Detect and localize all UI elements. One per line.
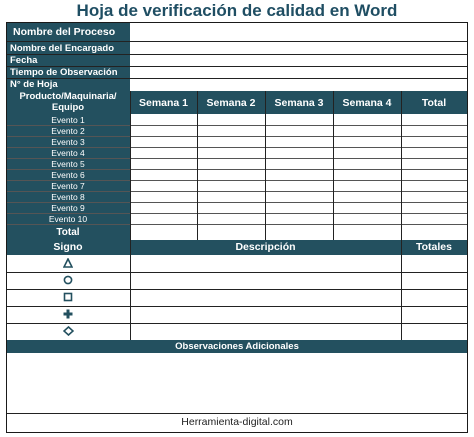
event-1-label: Evento 1 xyxy=(51,115,85,125)
quality-check-sheet xyxy=(6,22,468,433)
cross-icon xyxy=(7,309,129,322)
header-totals: Totales xyxy=(416,241,452,253)
header-product-equipment: Producto/Maquinaria/ Equipo xyxy=(19,91,117,113)
event-10-label: Evento 10 xyxy=(48,214,88,224)
label-observation-time: Tiempo de Observación xyxy=(10,67,118,78)
label-process-name: Nombre del Proceso xyxy=(13,26,116,38)
event-5-label: Evento 5 xyxy=(51,159,85,169)
manager-name-field[interactable] xyxy=(130,42,467,54)
header-sign: Signo xyxy=(53,241,83,253)
circle-icon xyxy=(7,275,129,288)
observations-label: Observaciones Adicionales xyxy=(175,341,299,352)
event-8-label: Evento 8 xyxy=(51,192,85,202)
date-field[interactable] xyxy=(130,55,467,66)
event-4-label: Evento 4 xyxy=(51,148,85,158)
observations-area[interactable] xyxy=(7,353,467,413)
event-7-label: Evento 7 xyxy=(51,181,85,191)
event-2-label: Evento 2 xyxy=(51,126,85,136)
event-6-label: Evento 6 xyxy=(51,170,85,180)
observation-time-field[interactable] xyxy=(130,67,467,78)
sheet-number-field[interactable] xyxy=(130,79,467,91)
header-week-3: Semana 3 xyxy=(274,97,324,109)
square-icon xyxy=(7,292,129,305)
triangle-icon xyxy=(7,258,129,271)
event-3-label: Evento 3 xyxy=(51,137,85,147)
label-manager-name: Nombre del Encargado xyxy=(10,43,114,54)
header-total: Total xyxy=(421,97,447,109)
header-week-1: Semana 1 xyxy=(138,97,189,109)
document-title: Hoja de verificación de calidad en Word xyxy=(76,1,398,20)
footer-website: Herramienta-digital.com xyxy=(181,416,293,428)
label-date: Fecha xyxy=(10,55,38,66)
total-row-label: Total xyxy=(56,227,80,238)
header-week-4: Semana 4 xyxy=(342,97,392,109)
event-9-label: Evento 9 xyxy=(51,203,85,213)
process-name-field[interactable] xyxy=(130,23,467,41)
header-description: Descripción xyxy=(235,241,296,253)
header-week-2: Semana 2 xyxy=(206,97,256,109)
diamond-icon xyxy=(7,326,129,339)
label-sheet-number: N° de Hoja xyxy=(10,79,58,90)
